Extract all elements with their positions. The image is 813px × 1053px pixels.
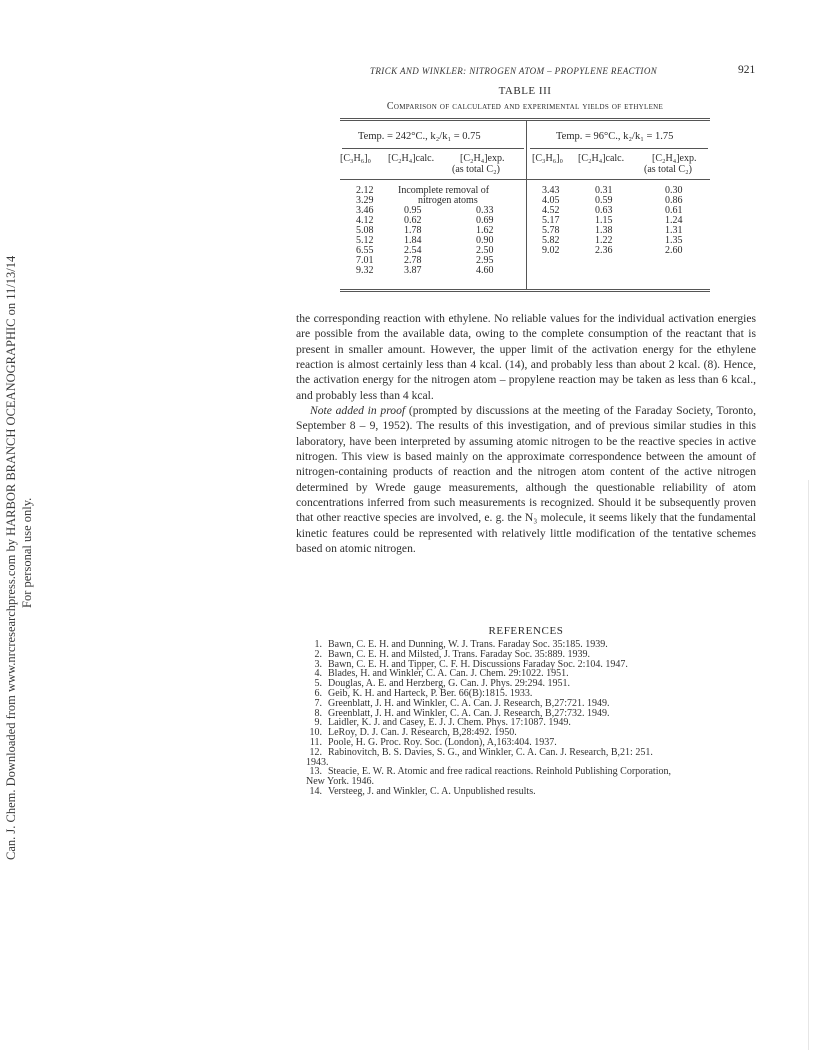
right-col2-header: [C₂H₄]calc. [578, 153, 625, 164]
watermark-line-2: For personal use only. [20, 497, 34, 608]
left-x-5: 5.08 [356, 225, 374, 236]
right-header-rule [530, 148, 708, 149]
left-exp-6: 2.95 [476, 255, 494, 266]
right-calc-2: 0.59 [595, 195, 613, 206]
reference-number: 8. [314, 707, 322, 719]
reference-number: 5. [314, 678, 322, 690]
table-header-bottom-rule [340, 179, 710, 180]
reference-number: 3. [314, 658, 322, 670]
left-note-line-2: nitrogen atoms [418, 195, 478, 206]
reference-text: Bawn, C. E. H. and Dunning, W. J. Trans. Faraday Soc. 35:185. 1939. [328, 639, 608, 650]
left-calc-1: 0.95 [404, 205, 422, 216]
left-header-rule [342, 148, 524, 149]
right-exp-1: 0.30 [665, 185, 683, 196]
reference-number: 1. [314, 639, 322, 650]
reference-number: 6. [314, 687, 322, 699]
reference-text: Greenblatt, J. H. and Winkler, C. A. Can. J. Research, B,27:721. 1949. [328, 697, 610, 709]
right-exp-6: 1.35 [665, 235, 683, 246]
right-calc-7: 2.36 [595, 245, 613, 256]
reference-number: 14. [309, 785, 322, 797]
download-watermark [0, 0, 40, 1053]
reference-text: Laidler, K. J. and Casey, E. J. J. Chem. Phys. 17:1087. 1949. [328, 717, 571, 729]
right-x-1: 3.43 [542, 185, 560, 196]
left-col1-header: [C₃H₆]₀ [340, 153, 372, 164]
right-exp-2: 0.86 [665, 195, 683, 206]
left-exp-1: 0.33 [476, 205, 494, 216]
left-calc-7: 3.87 [404, 265, 422, 276]
left-col3-subheader: (as total C₂) [452, 164, 500, 175]
paragraph-2 [296, 403, 756, 556]
scan-edge-line [808, 480, 809, 1050]
references-list [306, 640, 756, 797]
reference-text: Bawn, C. E. H. and Milsted, J. Trans. Faraday Soc. 35:889. 1939. [328, 648, 590, 660]
right-exp-7: 2.60 [665, 245, 683, 256]
table-center-divider [526, 121, 527, 289]
right-x-4: 5.17 [542, 215, 560, 226]
watermark-line-1: Can. J. Chem. Downloaded from www.nrcresearchpress.com by HARBOR BRANCH OCEANOGRAPHIC on 11/13/14 [4, 255, 18, 860]
right-x-7: 9.02 [542, 245, 560, 256]
right-calc-1: 0.31 [595, 185, 613, 196]
note-lead: Note added in proof [310, 404, 406, 418]
left-x-3: 3.46 [356, 205, 374, 216]
reference-number: 10. [309, 727, 322, 739]
reference-number: 4. [314, 668, 322, 680]
paragraph-1: the corresponding reaction with ethylene. No reliable values for the individual activation energies are possible from the available data, owing to the complete consumption of the reactant that is present in smaller amount. However, the upper limit of the activation energy for the ethylene reaction is almost certainly less than 4 kcal. (14), and probably less than about 2 kcal. (8). Hence, the activation energy for the nitrogen atom – propylene reaction may be taken as less than 6 kcal., and probably less than 4 kcal. [296, 312, 756, 402]
reference-number: 7. [314, 697, 322, 709]
left-note-line-1: Incomplete removal of [398, 185, 490, 196]
reference-text: Versteeg, J. and Winkler, C. A. Unpublished results. [328, 785, 536, 797]
left-x-4: 4.12 [356, 215, 374, 226]
reference-number: 12. [309, 746, 322, 758]
left-x-8: 7.01 [356, 255, 374, 266]
table-caption: Comparison of calculated and experimental yields of ethylene [386, 101, 664, 112]
right-col3-header: [C₂H₄]exp. [652, 153, 697, 164]
reference-text: Rabinovitch, B. S. Davies, S. G., and Winkler, C. A. Can. J. Research, B,21: 251. [328, 746, 653, 758]
right-col1-header: [C₃H₆]₀ [532, 153, 564, 164]
left-calc-4: 1.84 [404, 235, 422, 246]
table-top-rule [340, 118, 710, 119]
left-x-2: 3.29 [356, 195, 374, 206]
reference-text: Greenblatt, J. H. and Winkler, C. A. Can. J. Research, B,27:732. 1949. [328, 707, 610, 719]
note-text: (prompted by discussions at the meeting of the Faraday Society, Toronto, September 8 – 9, 1952). The results of this investigation, and of previous similar studies in this laboratory, have been interpreted by assuming atomic nitrogen to be the reactive species in active nitrogen. This view is based mainly on the approximate correspondence between the amount of nitrogen-containing products of reaction and the nitrogen atom content of the active nitrogen determined by Wrede gauge measurements, although the questionable reliability of atom concentrations inferred from such measurements is recognized. Should it be subsequently proven that other reactive species are involved, e. g. the N₃ molecule, it seems likely that the fundamental kinetic features could be represented with relatively little modification of the tentative schemes based on atomic nitrogen. [296, 404, 756, 556]
right-x-5: 5.78 [542, 225, 560, 236]
left-calc-3: 1.78 [404, 225, 422, 236]
left-x-6: 5.12 [356, 235, 374, 246]
left-calc-2: 0.62 [404, 215, 422, 226]
left-exp-7: 4.60 [476, 265, 494, 276]
running-head: TRICK AND WINKLER: NITROGEN ATOM – PROPYLENE REACTION [370, 66, 658, 76]
table-title: TABLE III [498, 85, 552, 97]
reference-text: Poole, H. G. Proc. Roy. Soc. (London), A,163:404. 1937. [328, 736, 557, 748]
reference-text: Geib, K. H. and Harteck, P. Ber. 66(B):1815. 1933. [328, 687, 533, 699]
reference-text: Bawn, C. E. H. and Tipper, C. F. H. Discussions Faraday Soc. 2:104. 1947. [328, 658, 628, 670]
left-col2-header: [C₂H₄]calc. [388, 153, 435, 164]
reference-number: 11. [309, 736, 322, 748]
reference-text: Steacie, E. W. R. Atomic and free radical reactions. Reinhold Publishing Corporation, [328, 766, 671, 778]
right-x-6: 5.82 [542, 235, 560, 246]
left-x-9: 9.32 [356, 265, 374, 276]
reference-continuation: 1943. [306, 756, 329, 768]
left-exp-5: 2.50 [476, 245, 494, 256]
reference-text: LeRoy, D. J. Can. J. Research, B,28:492. 1950. [328, 727, 517, 739]
left-exp-4: 0.90 [476, 235, 494, 246]
reference-number: 9. [314, 717, 322, 729]
right-calc-4: 1.15 [595, 215, 613, 226]
right-calc-6: 1.22 [595, 235, 613, 246]
body-text [296, 311, 756, 557]
table-bottom-rule [340, 289, 710, 290]
right-exp-4: 1.24 [665, 215, 683, 226]
left-x-1: 2.12 [356, 185, 374, 196]
reference-continuation: New York. 1946. [306, 776, 375, 788]
reference-text: Blades, H. and Winkler, C. A. Can. J. Chem. 29:1022. 1951. [328, 668, 569, 680]
right-temp-header: Temp. = 96°C., k₂/k₁ = 1.75 [556, 131, 674, 142]
left-calc-5: 2.54 [404, 245, 422, 256]
right-exp-3: 0.61 [665, 205, 683, 216]
references-title: REFERENCES [488, 625, 564, 637]
reference-text: Douglas, A. E. and Herzberg, G. Can. J. Phys. 29:294. 1951. [328, 678, 571, 690]
left-calc-6: 2.78 [404, 255, 422, 266]
right-x-2: 4.05 [542, 195, 560, 206]
reference-item [306, 748, 756, 758]
right-col3-subheader: (as total C₂) [644, 164, 692, 175]
right-x-3: 4.52 [542, 205, 560, 216]
left-exp-3: 1.62 [476, 225, 494, 236]
reference-item [306, 787, 756, 797]
right-exp-5: 1.31 [665, 225, 683, 236]
right-calc-5: 1.38 [595, 225, 613, 236]
left-x-7: 6.55 [356, 245, 374, 256]
right-calc-3: 0.63 [595, 205, 613, 216]
reference-number: 13. [309, 766, 322, 778]
page-number: 921 [738, 64, 756, 76]
left-exp-2: 0.69 [476, 215, 494, 226]
table-top-rule-2 [340, 120, 710, 121]
left-temp-header: Temp. = 242°C., k₂/k₁ = 0.75 [358, 131, 481, 142]
table-bottom-rule-2 [340, 291, 710, 292]
left-col3-header: [C₂H₄]exp. [460, 153, 505, 164]
reference-number: 2. [314, 648, 322, 660]
